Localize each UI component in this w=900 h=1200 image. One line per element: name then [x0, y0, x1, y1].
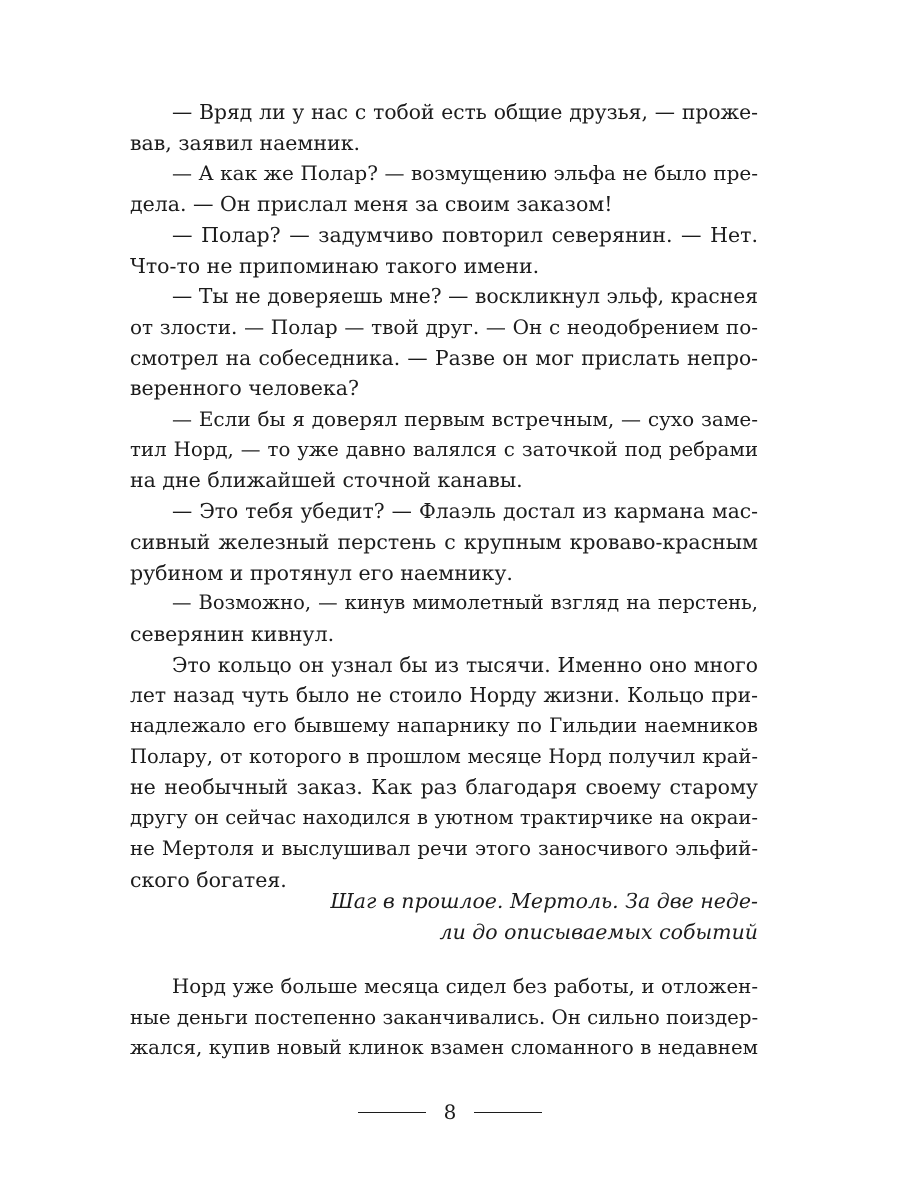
text-line: веренного человека? [130, 376, 359, 401]
text-line: другу он сейчас находился в уютном трактирчике на окраи- [130, 806, 758, 830]
main-text [130, 97, 758, 895]
text-line: на дне ближайшей сточной канавы. [130, 468, 523, 493]
page-footer [0, 1096, 900, 1128]
text-line: — Ты не доверяешь мне? — воскликнул эльф, краснея [172, 284, 758, 309]
text-line: жался, купив новый клинок взамен сломанного в недавнем [130, 1036, 758, 1060]
text-line: — Если бы я доверял первым встречным, — сухо заме- [172, 407, 758, 432]
section-epigraph [130, 886, 758, 947]
text-line: ные деньги постепенно заканчивались. Он сильно поиздер- [130, 1005, 759, 1029]
text-line: — Вряд ли у нас с тобой есть общие друзья, — проже- [172, 100, 758, 124]
text-line: смотрел на собеседника. — Разве он мог прислать непро- [130, 345, 758, 370]
text-line: лет назад чуть было не стоило Норду жизни. Кольцо при- [130, 683, 758, 708]
text-line: Что-то не припоминаю такого имени. [130, 253, 540, 278]
text-line: Это кольцо он узнал бы из тысячи. Именно оно много [172, 652, 758, 677]
text-line: — Возможно, — кинув мимолетный взгляд на перстень, [172, 591, 758, 615]
text-line: Полару, от которого в прошлом месяце Норд получил край- [130, 744, 758, 768]
text-line: рубином и протянул его наемнику. [130, 560, 513, 585]
text-line: от злости. — Полар — твой друг. — Он с неодобрением по- [130, 314, 758, 339]
epigraph-line-2: ли до описываемых событий [439, 919, 758, 944]
text-line: вав, заявил наемник. [130, 130, 361, 155]
text-line: дела. — Он прислал меня за своим заказом! [130, 192, 613, 217]
footer-rule-left [358, 1112, 426, 1113]
continued-text [130, 972, 758, 1064]
text-line: не необычный заказ. Как раз благодаря своему старому [130, 775, 758, 800]
text-line: — Полар? — задумчиво повторил северянин. — Нет. [172, 222, 758, 247]
text-line: сивный железный перстень с крупным кроваво-красным [130, 529, 758, 554]
text-line: ского богатея. [130, 867, 287, 892]
text-line: северянин кивнул. [130, 621, 335, 646]
text-line: Норд уже больше месяца сидел без работы, и отложен- [172, 975, 758, 998]
text-line: — А как же Полар? — возмущению эльфа не было пре- [172, 161, 758, 186]
footer-rule-right [474, 1112, 542, 1113]
text-line: — Это тебя убедит? — Флаэль достал из кармана мас- [172, 499, 758, 524]
page-number: 8 [443, 1100, 457, 1124]
text-line: тил Норд, — то уже давно валялся с заточкой под ребрами [130, 437, 758, 461]
text-line: не Мертоля и выслушивал речи этого заносчивого эльфий- [130, 836, 758, 860]
epigraph-line-1: Шаг в прошлое. Мертоль. За две неде- [330, 889, 758, 913]
text-line: надлежало его бывшему напарнику по Гильдии наемников [130, 714, 758, 738]
